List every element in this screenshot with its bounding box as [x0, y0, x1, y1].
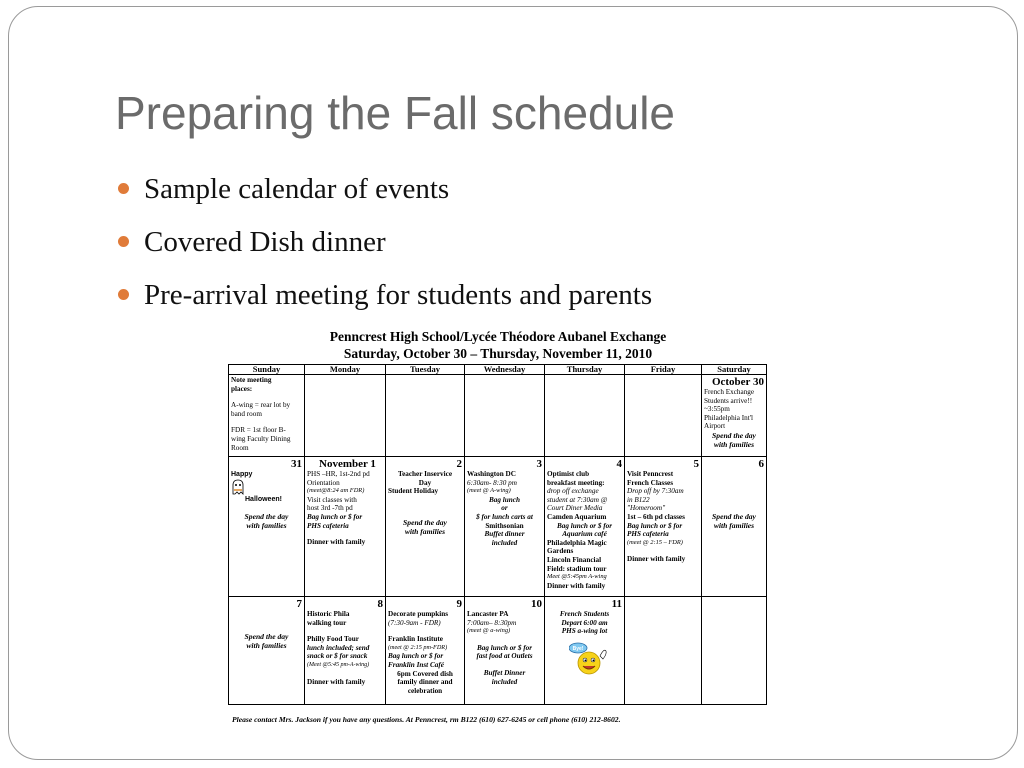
day-number: 4	[616, 458, 622, 470]
bullet-item	[118, 276, 652, 329]
calendar-title-line1: Penncrest High School/Lycée Théodore Aubanel Exchange	[329, 329, 667, 344]
bullet-text: Covered Dish dinner	[144, 226, 386, 258]
calendar-header-row	[229, 365, 767, 375]
cell-line: 7:00am– 8:30pm	[467, 618, 517, 627]
cell-line: places:	[231, 384, 253, 393]
cell-line: French Classes	[627, 478, 673, 487]
cell-line: Students arrive!!	[704, 396, 753, 405]
day-cell-empty	[386, 375, 465, 457]
cell-line: celebration	[407, 686, 443, 695]
cell-line: Buffet dinner	[484, 530, 525, 539]
waving-smiley-icon	[569, 642, 609, 676]
cell-line: Room	[231, 443, 249, 452]
day-number: 3	[536, 458, 542, 470]
cell-line: in B122	[627, 495, 650, 504]
cell-line: A-wing = rear lot by	[231, 401, 291, 410]
cell-line: Aquarium café	[562, 530, 607, 539]
waving-smiley	[547, 638, 622, 676]
bullet-dot-icon	[118, 289, 129, 300]
day-cell-nov10	[465, 597, 545, 705]
day-cell-empty	[625, 597, 702, 705]
cell-line: 6:30am- 8:30 pm	[467, 478, 517, 487]
bullet-item	[118, 223, 652, 276]
cell-line: Camden Aquarium	[547, 512, 607, 521]
cell-line: Lincoln Financial	[547, 555, 602, 564]
cell-line: Philadelphia Int'l	[704, 413, 754, 422]
day-cell-nov1	[305, 457, 386, 597]
cell-line: PHS cafeteria	[307, 521, 349, 530]
day-number: 8	[377, 598, 383, 610]
cell-line: with families	[246, 521, 287, 530]
cell-line: French Students	[559, 610, 610, 618]
bullet-text: Sample calendar of events	[144, 173, 450, 205]
day-cell-empty	[305, 375, 386, 457]
cell-line: Dinner with family	[547, 581, 606, 590]
cell-line: PHS cafeteria	[627, 530, 669, 539]
bullet-item	[118, 170, 652, 223]
header-monday: Monday	[305, 365, 386, 375]
bullet-dot-icon	[118, 236, 129, 247]
header-saturday: Saturday	[702, 365, 767, 375]
contact-footer: Please contact Mrs. Jackson if you have any questions. At Penncrest, rm B122 (610) 627-6245 or cell phone (610) 212-8602.	[232, 715, 621, 724]
ghost-icon	[231, 479, 245, 495]
cell-line: Gardens	[547, 547, 574, 556]
day-cell-oct30	[702, 375, 767, 457]
cell-line: "Homeroom"	[627, 504, 666, 513]
cell-line: Smithsonian	[485, 521, 524, 530]
cell-line: Depart 6:00 am	[561, 618, 608, 627]
day-cell-nov2	[386, 457, 465, 597]
cell-line: Franklin Institute	[388, 635, 443, 644]
cell-line: with families	[404, 526, 446, 536]
cell-line: Historic Phila	[307, 610, 350, 618]
bullet-dot-icon	[118, 183, 129, 194]
day-cell-empty	[702, 597, 767, 705]
cell-line: Bag lunch or $ for	[556, 521, 613, 530]
header-thursday: Thursday	[545, 365, 625, 375]
cell-line: (7:30-9am - FDR)	[388, 618, 441, 627]
cell-line: Visit Penncrest	[627, 470, 674, 478]
cell-line: Bag lunch or $ for	[307, 512, 363, 521]
cell-line: Bag lunch	[489, 495, 520, 504]
day-number: 11	[611, 598, 622, 610]
cell-line: FDR = 1st floor B-	[231, 426, 286, 435]
calendar-week-row	[229, 597, 767, 705]
cell-line: ~3:55pm	[704, 405, 730, 414]
cell-line: Bag lunch or $ for	[388, 652, 444, 661]
cell-line: wing Faculty Dining	[231, 434, 291, 443]
cell-line: Decorate pumpkins	[388, 610, 449, 618]
day-cell-nov7	[229, 597, 305, 705]
cell-line: Field: stadium tour	[547, 564, 607, 573]
calendar-week-row	[229, 457, 767, 597]
day-cell-nov9	[386, 597, 465, 705]
cell-line: French Exchange	[704, 388, 755, 396]
cell-line: fast food at Outlets	[476, 652, 533, 661]
day-number: 31	[291, 458, 302, 470]
cell-line: Spend the day	[244, 632, 289, 641]
cell-line: (meet@8:24 am FDR)	[307, 487, 365, 495]
day-cell-nov5	[625, 457, 702, 597]
cell-line: Dinner with family	[307, 538, 366, 547]
cell-line: Student Holiday	[388, 487, 439, 496]
day-number: 5	[693, 458, 699, 470]
cell-line: student at 7:30am @	[547, 495, 608, 504]
day-cell-nov6	[702, 457, 767, 597]
day-number: November 1	[319, 458, 376, 470]
day-number: 10	[531, 598, 542, 610]
day-cell-oct31	[229, 457, 305, 597]
day-cell-nov8	[305, 597, 386, 705]
cell-line: 1st – 6th pd classes	[627, 512, 685, 521]
cell-line: Spend the day	[712, 430, 756, 440]
cell-line: with families	[713, 521, 755, 530]
cell-line: Bag lunch or $ for	[476, 643, 533, 652]
day-number: 7	[296, 598, 302, 610]
calendar-table	[228, 364, 767, 705]
header-sunday: Sunday	[229, 365, 305, 375]
cell-line: Teacher Inservice	[397, 470, 453, 478]
day-cell-nov11	[545, 597, 625, 705]
cell-line: Orientation	[307, 478, 340, 487]
cell-line: (Meet @5:45 pm-A-wing)	[307, 661, 370, 668]
day-cell-nov4	[545, 457, 625, 597]
cell-line: Spend the day	[244, 512, 289, 521]
cell-line: drop off exchange	[547, 487, 599, 496]
cell-line: family dinner and	[397, 678, 453, 687]
halloween-text: Halloween!	[245, 496, 282, 503]
day-number: 9	[456, 598, 462, 610]
cell-line: Visit classes with	[307, 495, 357, 504]
speech-bubble-text: Bye!	[572, 645, 584, 652]
cell-line: with families	[713, 439, 755, 449]
cell-line: Spend the day	[403, 517, 447, 527]
cell-line: Bag lunch or $ for	[627, 521, 683, 530]
cell-line: Dinner with family	[307, 677, 366, 686]
day-number: 2	[456, 458, 462, 470]
day-number: 6	[758, 458, 764, 470]
cell-line: Philly Food Tour	[307, 635, 359, 644]
cell-line: walking tour	[307, 618, 347, 627]
cell-line: snack or $ for snack	[307, 652, 368, 661]
cell-line: Optimist club	[547, 470, 590, 478]
cell-line: host 3rd -7th pd	[307, 504, 353, 513]
cell-line: $ for lunch carts at	[476, 512, 533, 521]
happy-text: Happy	[231, 471, 253, 478]
cell-line: Drop off by 7:30am	[627, 487, 684, 496]
bullet-text: Pre-arrival meeting for students and parents	[144, 279, 653, 311]
cell-line: (meet @ 2:15 pm-FDR)	[388, 643, 448, 651]
header-wednesday: Wednesday	[465, 365, 545, 375]
cell-line: Washington DC	[467, 470, 516, 478]
bullet-list	[118, 170, 652, 329]
header-tuesday: Tuesday	[386, 365, 465, 375]
cell-line: Spend the day	[712, 512, 756, 521]
cell-line: or	[501, 504, 508, 513]
day-number: October 30	[711, 376, 764, 388]
day-cell-empty	[625, 375, 702, 457]
cell-line: Meet @5:45pm A-wing	[547, 573, 607, 581]
header-friday: Friday	[625, 365, 702, 375]
day-cell-empty	[545, 375, 625, 457]
calendar-title-line2: Saturday, October 30 – Thursday, November 11, 2010	[343, 346, 653, 361]
day-cell-note	[229, 375, 305, 457]
day-cell-empty	[465, 375, 545, 457]
cell-line: Note meeting	[231, 376, 272, 384]
cell-line: Dinner with family	[627, 555, 686, 564]
cell-line: (meet @ a-wing)	[467, 627, 511, 635]
cell-line: lunch included; send	[307, 643, 370, 652]
cell-line: included	[491, 677, 518, 686]
cell-line: Court Diner Media	[547, 504, 603, 513]
day-cell-nov3	[465, 457, 545, 597]
cell-line: PHS a-wing lot	[561, 627, 608, 636]
cell-line: Franklin Inst Café	[388, 660, 444, 669]
calendar-title	[228, 328, 768, 362]
cell-line: band room	[231, 409, 262, 418]
calendar-document	[228, 328, 768, 732]
cell-line: 6pm Covered dish	[397, 669, 453, 678]
cell-line: (meet @ A-wing)	[467, 487, 511, 495]
cell-line: Airport	[704, 422, 726, 431]
cell-line: included	[491, 538, 518, 547]
cell-line: Philadelphia Magic	[547, 538, 607, 547]
cell-line: (meet @ 2:15 – FDR)	[627, 538, 683, 546]
cell-line: PHS –HR, 1st-2nd pd	[307, 470, 370, 478]
cell-line: breakfast meeting:	[547, 478, 605, 487]
cell-line: Day	[418, 478, 432, 487]
cell-line: with families	[246, 641, 287, 650]
calendar-week-row	[229, 375, 767, 457]
slide-title: Preparing the Fall schedule	[115, 87, 675, 139]
cell-line: Buffet Dinner	[483, 668, 526, 677]
cell-line: Lancaster PA	[467, 610, 509, 618]
